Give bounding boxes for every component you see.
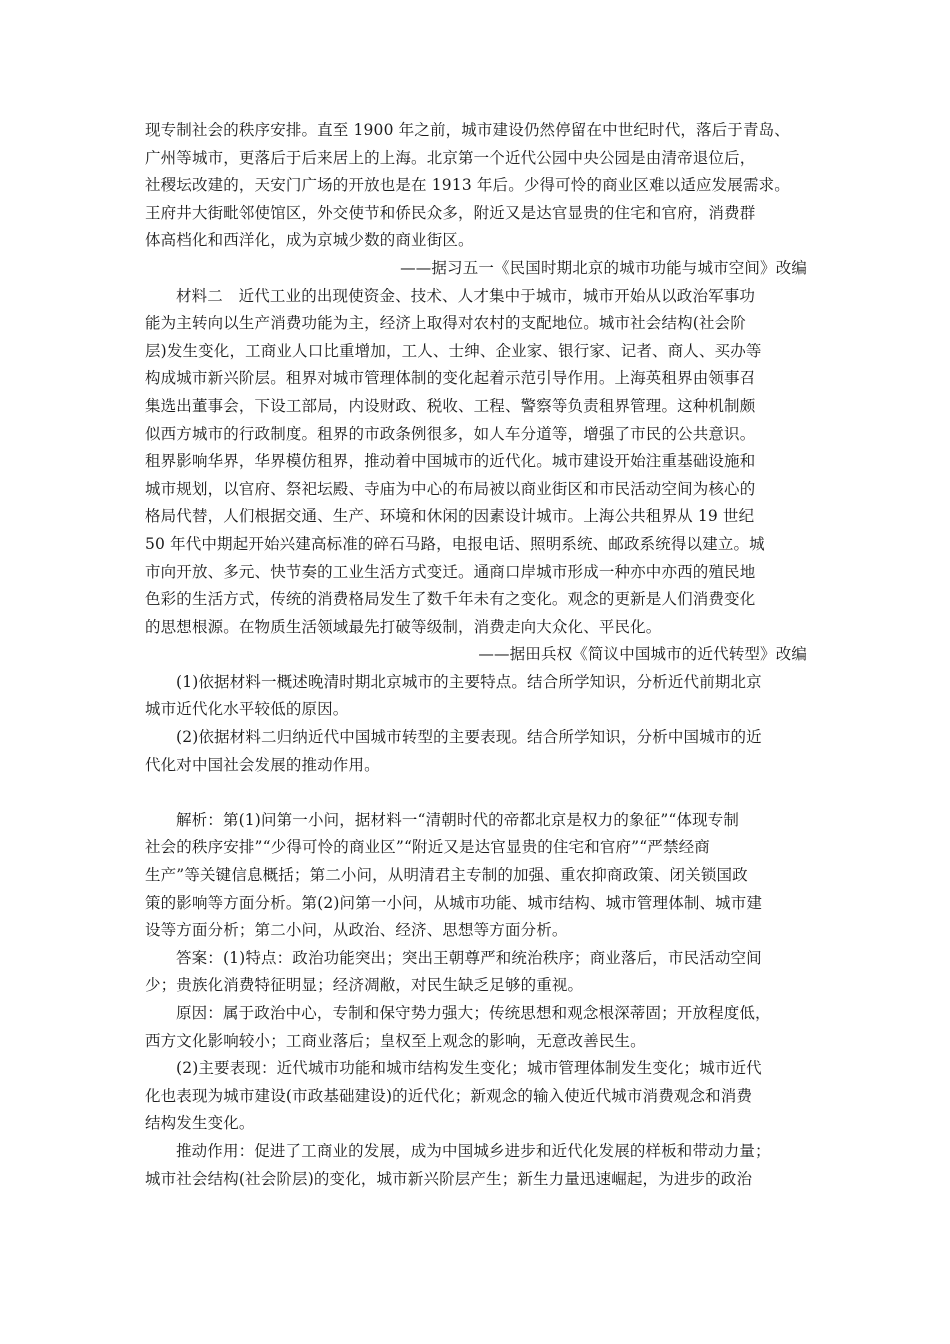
text-line: 租界影响华界，华界模仿租界，推动着中国城市的近代化。城市建设开始注重基础设施和 — [145, 452, 756, 471]
text-line: (1)依据材料一概述晚清时期北京城市的主要特点。结合所学知识，分析近代前期北京 — [176, 672, 762, 691]
text-line: 的思想根源。在物质生活领域最先打破等级制，消费走向大众化、平民化。 — [145, 617, 662, 636]
text-line: 策的影响等方面分析。第(2)问第一小问，从城市功能、城市结构、城市管理体制、城市建 — [145, 893, 763, 912]
text-line: 现专制社会的秩序安排。直至 1900 年之前，城市建设仍然停留在中世纪时代，落后于青岛、 — [145, 121, 790, 139]
text-line: 代化对中国社会发展的推动作用。 — [145, 755, 380, 774]
text-line: 社会的秩序安排”“少得可怜的商业区”“附近又是达官显贵的住宅和官府”“严禁经商 — [145, 838, 710, 857]
text-line: 市向开放、多元、快节奏的工业生活方式变迁。通商口岸城市形成一种亦中亦西的殖民地 — [145, 562, 756, 581]
material-two-source: ——据田兵权《简议中国城市的近代转型》改编 — [478, 645, 807, 664]
question-two — [145, 724, 807, 779]
text-line: 50 年代中期起开始兴建高标准的碎石马路，电报电话、照明系统、邮政系统得以建立。城 — [145, 534, 765, 553]
answer-part-two — [145, 1055, 807, 1138]
answer-reason — [145, 1000, 807, 1055]
text-line: 生产”等关键信息概括；第二小问，从明清君主专制的加强、重农抑商政策、闭关锁国政 — [145, 866, 748, 885]
text-line: 少；贵族化消费特征明显；经济凋敝，对民生缺乏足够的重视。 — [145, 976, 584, 995]
text-line: 材料二 近代工业的出现使资金、技术、人才集中于城市，城市开始从以政治军事功 — [176, 286, 756, 305]
text-line: 结构发生变化。 — [145, 1114, 255, 1133]
text-line: 王府井大街毗邻使馆区，外交使节和侨民众多，附近又是达官显贵的住宅和官府，消费群 — [145, 203, 756, 222]
text-line: 色彩的生活方式，传统的消费格局发生了数千年未有之变化。观念的更新是人们消费变化 — [145, 590, 756, 609]
material-one-paragraph — [145, 117, 807, 283]
text-line: 集选出董事会，下设工部局，内设财政、税收、工程、警察等负责租界管理。这种机制颇 — [145, 396, 756, 415]
answer-effect — [145, 1138, 807, 1193]
analysis-paragraph — [145, 807, 807, 945]
text-line: (2)主要表现：近代城市功能和城市结构发生变化；城市管理体制发生变化；城市近代 — [176, 1059, 762, 1078]
text-line: 构成城市新兴阶层。租界对城市管理体制的变化起着示范引导作用。上海英租界由领事召 — [145, 369, 756, 388]
text-line: 能为主转向以生产消费功能为主，经济上取得对农村的支配地位。城市社会结构(社会阶 — [145, 314, 746, 333]
question-one — [145, 669, 807, 724]
answer-part-one — [145, 945, 807, 1000]
material-one-source: ——据习五一《民国时期北京的城市功能与城市空间》改编 — [400, 258, 807, 277]
text-line: 社稷坛改建的，天安门广场的开放也是在 1913 年后。少得可怜的商业区难以适应发展需求。 — [145, 176, 790, 195]
text-line: 城市近代化水平较低的原因。 — [145, 700, 349, 719]
document-page — [145, 117, 807, 1193]
text-line: 广州等城市，更落后于后来居上的上海。北京第一个近代公园中央公园是由清帝退位后， — [145, 148, 756, 167]
text-line: 城市规划，以官府、祭祀坛殿、寺庙为中心的布局被以商业街区和市民活动空间为核心的 — [145, 479, 756, 498]
text-line: 化也表现为城市建设(市政基础建设)的近代化；新观念的输入使近代城市消费观念和消费 — [145, 1086, 753, 1105]
material-two-paragraph — [145, 283, 807, 669]
text-line: 似西方城市的行政制度。租界的市政条例很多，如人车分道等，增强了市民的公共意识。 — [145, 424, 756, 443]
text-line: 格局代替，人们根据交通、生产、环境和休闲的因素设计城市。上海公共租界从 19 世纪 — [145, 507, 755, 526]
text-line: 答案：(1)特点：政治功能突出；突出王朝尊严和统治秩序；商业落后，市民活动空间 — [176, 948, 762, 967]
text-line: 原因：属于政治中心，专制和保守势力强大；传统思想和观念根深蒂固；开放程度低， — [176, 1004, 771, 1022]
text-line: (2)依据材料二归纳近代中国城市转型的主要表现。结合所学知识，分析中国城市的近 — [176, 728, 762, 747]
text-line: 层)发生变化，工商业人口比重增加，工人、士绅、企业家、银行家、记者、商人、买办等 — [145, 341, 762, 360]
spacer — [145, 779, 807, 807]
text-line: 解析：第(1)问第一小问，据材料一“清朝时代的帝都北京是权力的象征”“体现专制 — [176, 810, 740, 829]
text-line: 城市社会结构(社会阶层)的变化，城市新兴阶层产生；新生力量迅速崛起，为进步的政治 — [145, 1169, 753, 1188]
text-line: 设等方面分析；第二小问，从政治、经济、思想等方面分析。 — [145, 921, 568, 940]
text-line: 体高档化和西洋化，成为京城少数的商业街区。 — [145, 231, 474, 250]
text-line: 西方文化影响较小；工商业落后；皇权至上观念的影响，无意改善民生。 — [145, 1031, 646, 1050]
text-line: 推动作用：促进了工商业的发展，成为中国城乡进步和近代化发展的样板和带动力量； — [176, 1141, 771, 1160]
